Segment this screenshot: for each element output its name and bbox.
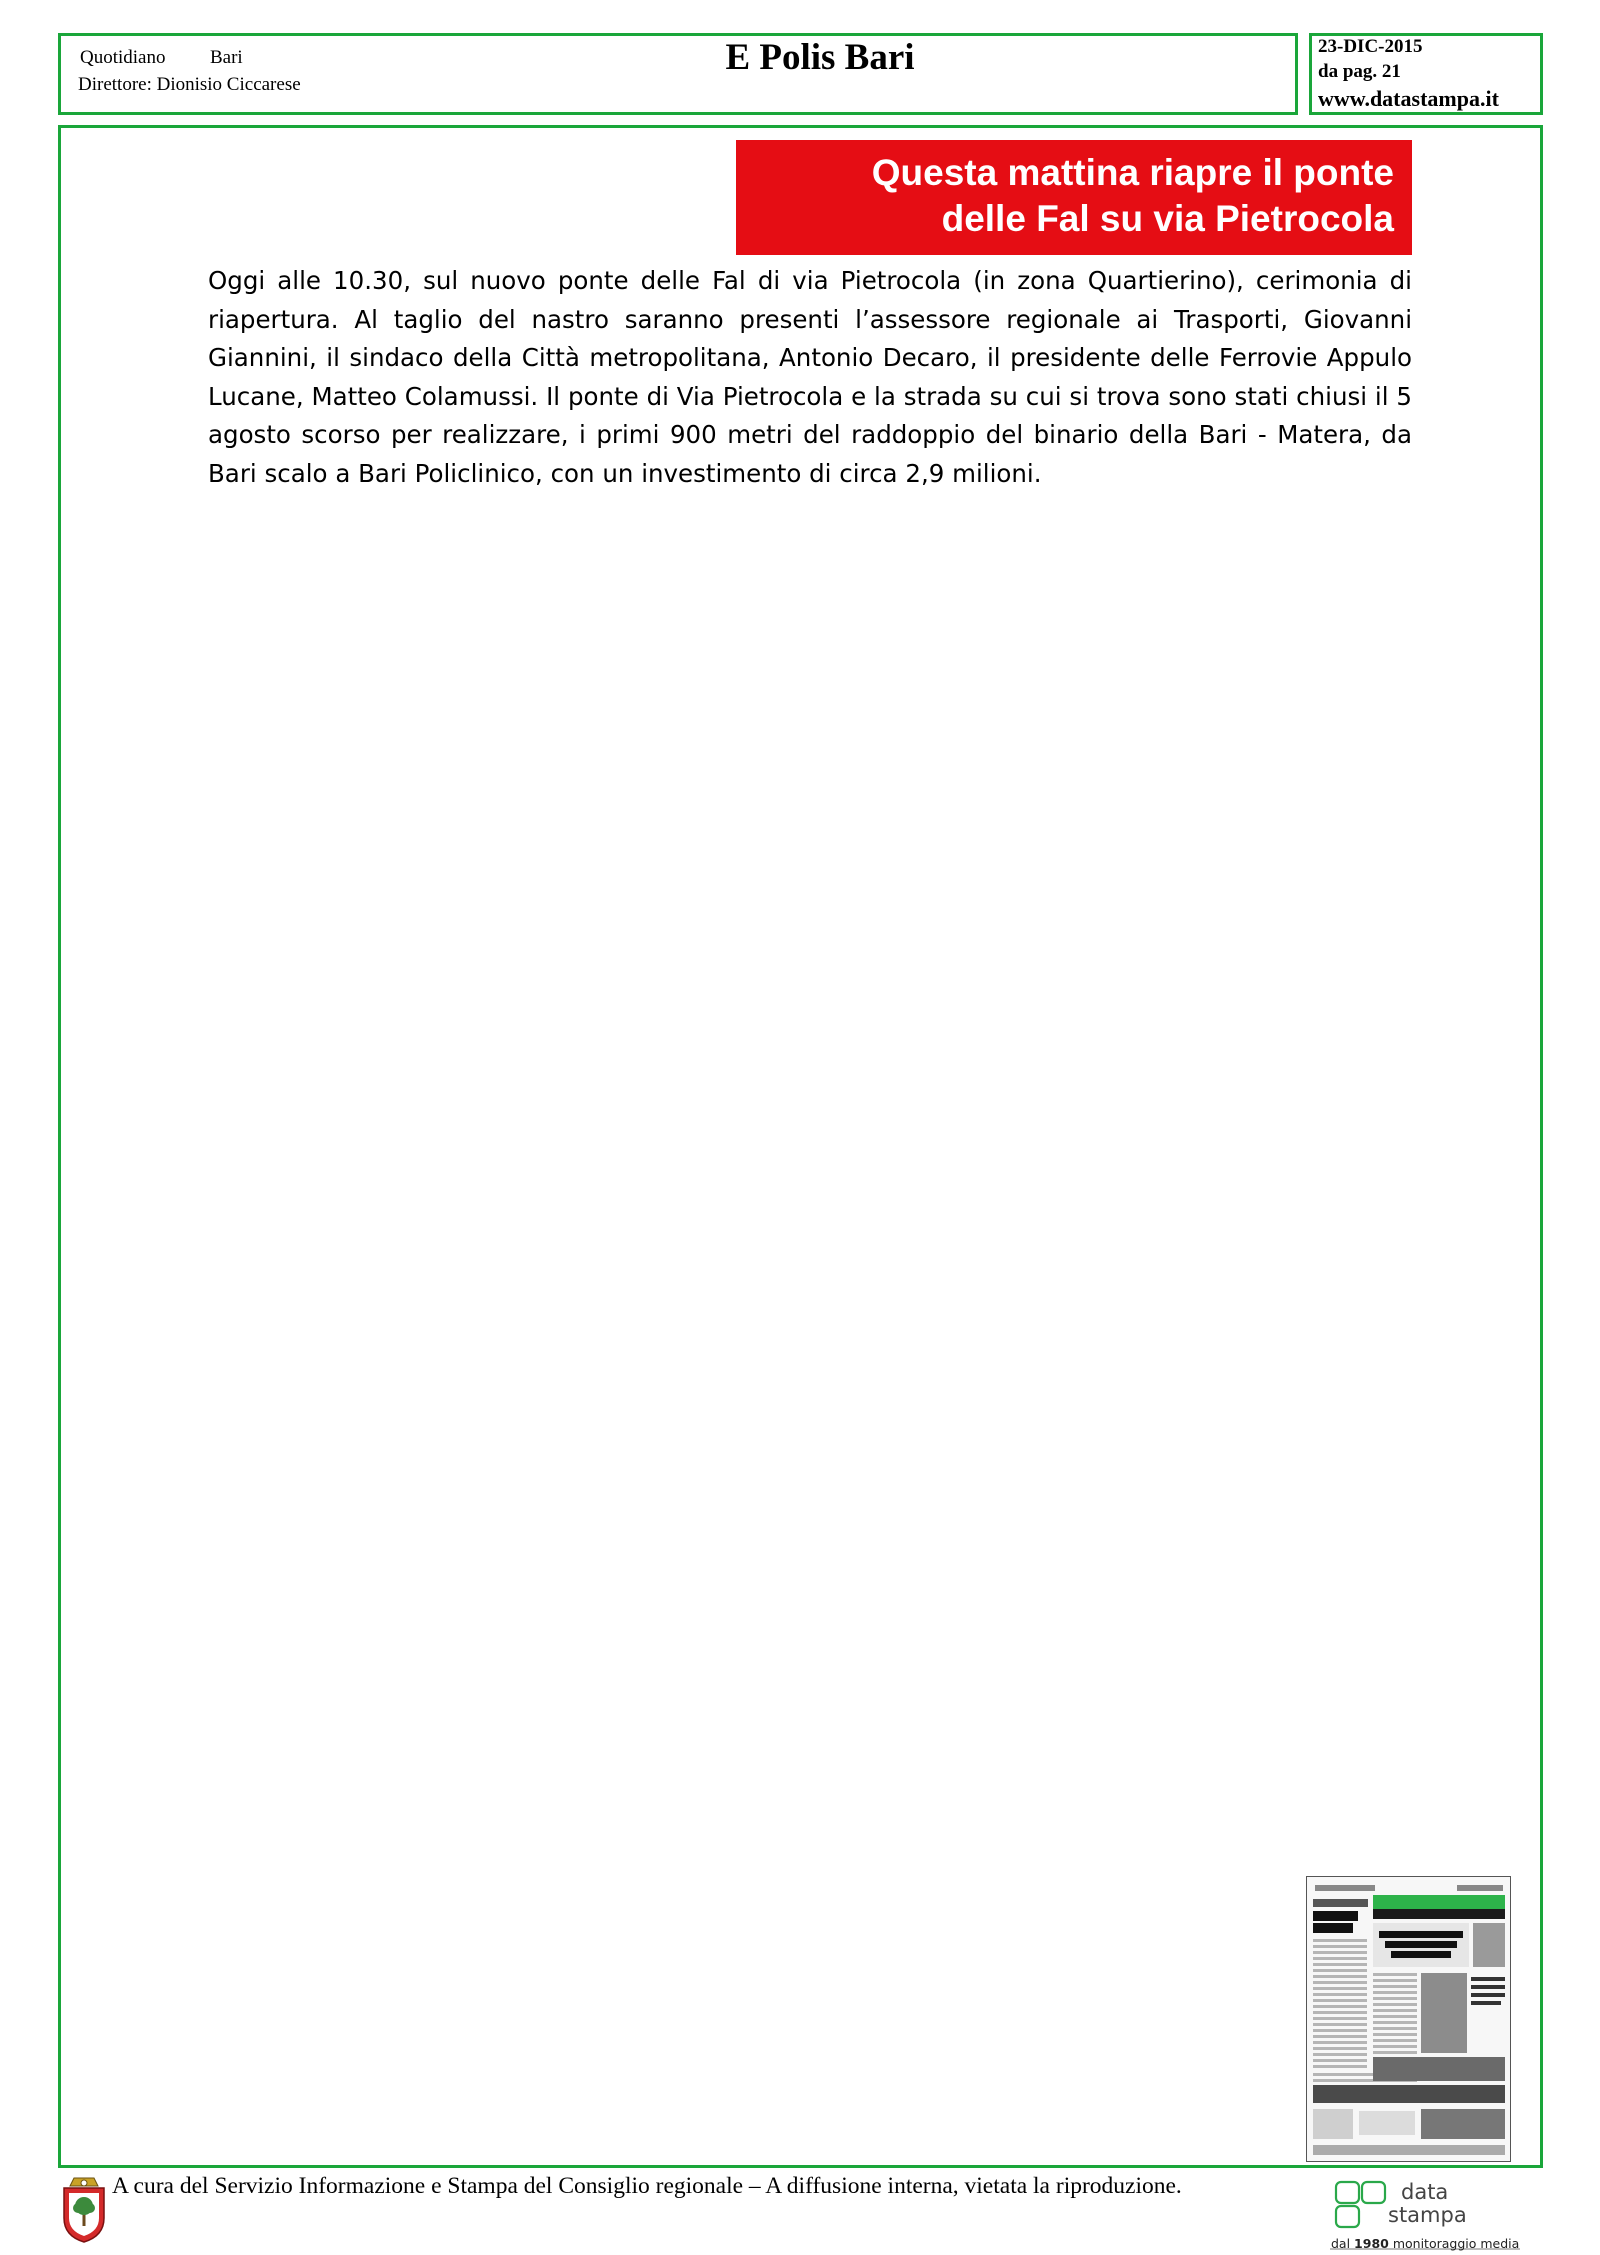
brand-tagline xyxy=(1331,2236,1519,2251)
article-body: Oggi alle 10.30, sul nuovo ponte delle Fal di via Pietrocola (in zona Quartierino), cerimonia di riapertura. Al taglio del nastro saranno presenti l’assessore regionale ai Trasporti, Giovanni Giannini, il sindaco della Città metropolitana, Antonio Decaro, il presidente delle Ferrovie Appulo Lucane, Matteo Colamussi. Il ponte di Via Pietrocola e la strada su cui si trova sono stati chiusi il 5 agosto scorso per realizzare, i primi 900 metri del raddoppio del binario della Bari - Matera, da Bari scalo a Bari Policlinico, con un investimento di circa 2,9 milioni. xyxy=(208,266,1412,488)
tagline-suffix: monitoraggio media xyxy=(1388,2236,1520,2251)
page-reference: da pag. 21 xyxy=(1318,61,1401,82)
newspaper-page-thumbnail-icon xyxy=(1306,1876,1511,2162)
headline-line-2: delle Fal su via Pietrocola xyxy=(941,198,1394,239)
regional-coat-of-arms-icon xyxy=(60,2176,108,2244)
publication-city: Bari xyxy=(210,47,243,68)
newspaper-title: E Polis Bari xyxy=(725,37,915,78)
publication-type: Quotidiano xyxy=(80,47,166,68)
article-headline xyxy=(736,140,1412,255)
website-link[interactable]: www.datastampa.it xyxy=(1318,86,1499,111)
distribution-notice: A cura del Servizio Informazione e Stampa del Consiglio regionale – A diffusione interna, vietata la riproduzione. xyxy=(112,2173,1182,2199)
tagline-year: 1980 xyxy=(1354,2236,1389,2251)
brand-word-data: data xyxy=(1401,2180,1449,2204)
headline-line-1: Questa mattina riapre il ponte xyxy=(871,152,1394,193)
director-line: Direttore: Dionisio Ciccarese xyxy=(78,74,301,95)
brand-word-stampa: stampa xyxy=(1388,2203,1467,2227)
publication-date: 23-DIC-2015 xyxy=(1318,36,1423,57)
tagline-prefix: dal xyxy=(1331,2236,1355,2251)
